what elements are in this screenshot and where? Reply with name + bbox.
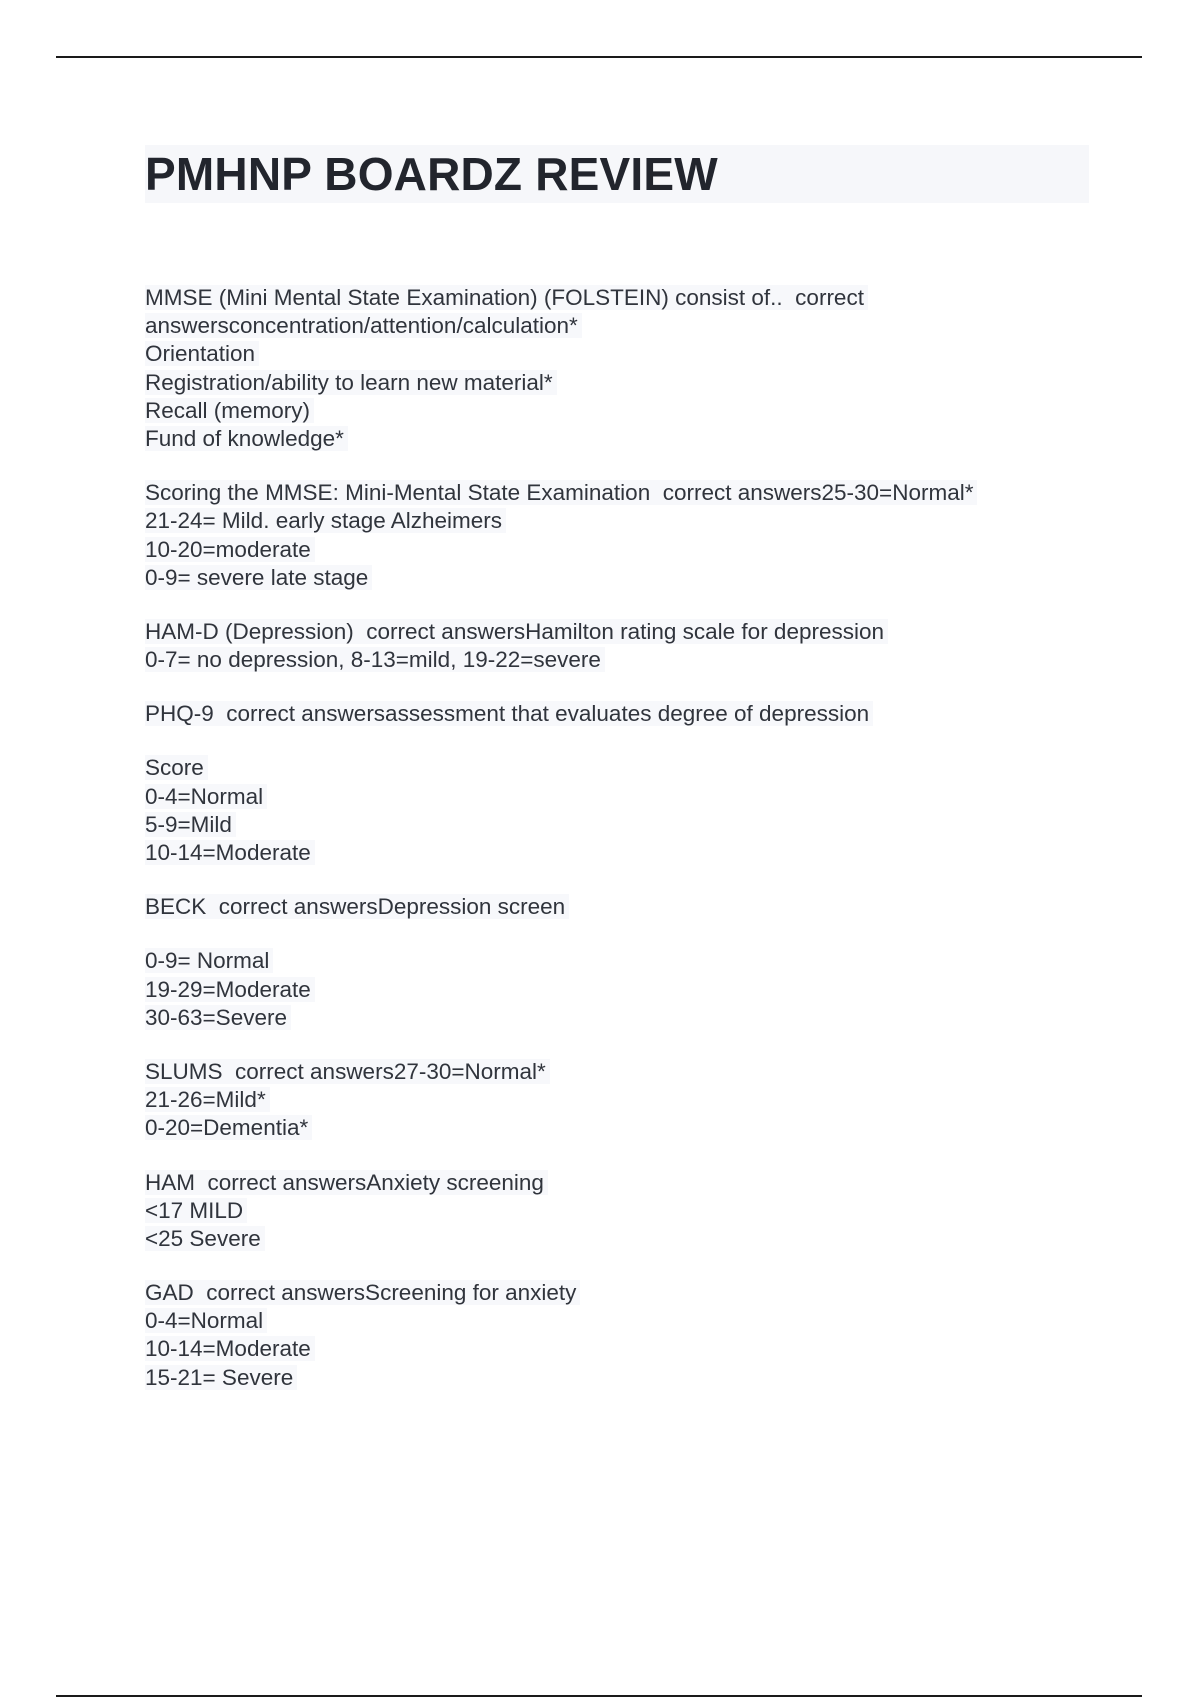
text-line: 10-20=moderate — [145, 536, 1145, 564]
text-line: 0-4=Normal — [145, 1307, 1145, 1335]
bottom-rule — [56, 1695, 1142, 1697]
document-title: PMHNP BOARDZ REVIEW — [145, 148, 718, 200]
text-line: 0-9= Normal — [145, 947, 1145, 975]
text-line: 30-63=Severe — [145, 1004, 1145, 1032]
section-mmse-scoring — [145, 479, 1145, 592]
text-line: Registration/ability to learn new material* — [145, 369, 1145, 397]
text-line: 10-14=Moderate — [145, 1335, 1145, 1363]
text-line: 10-14=Moderate — [145, 839, 1145, 867]
section-ham-d — [145, 618, 1145, 674]
text-line: 15-21= Severe — [145, 1364, 1145, 1392]
section-beck — [145, 893, 1145, 921]
text-line: HAM correct answersAnxiety screening — [145, 1169, 1145, 1197]
section-beck-score — [145, 947, 1145, 1032]
section-phq9 — [145, 700, 1145, 728]
text-line: BECK correct answersDepression screen — [145, 893, 1145, 921]
text-line: Orientation — [145, 340, 1145, 368]
text-line: Scoring the MMSE: Mini-Mental State Examination correct answers25-30=Normal* — [145, 479, 1145, 507]
text-line: 19-29=Moderate — [145, 976, 1145, 1004]
section-mmse — [145, 284, 1145, 453]
top-rule — [56, 56, 1142, 58]
text-line: 21-24= Mild. early stage Alzheimers — [145, 507, 1145, 535]
text-line: 0-7= no depression, 8-13=mild, 19-22=severe — [145, 646, 1145, 674]
text-line: Recall (memory) — [145, 397, 1145, 425]
document-body — [145, 284, 1145, 1418]
text-line: HAM-D (Depression) correct answersHamilton rating scale for depression — [145, 618, 1145, 646]
text-line: MMSE (Mini Mental State Examination) (FOLSTEIN) consist of.. correct — [145, 284, 1145, 312]
text-line: Fund of knowledge* — [145, 425, 1145, 453]
text-line: 0-20=Dementia* — [145, 1114, 1145, 1142]
section-slums — [145, 1058, 1145, 1143]
text-line: GAD correct answersScreening for anxiety — [145, 1279, 1145, 1307]
text-line: Score — [145, 754, 1145, 782]
text-line: SLUMS correct answers27-30=Normal* — [145, 1058, 1145, 1086]
text-line: 0-4=Normal — [145, 783, 1145, 811]
text-line: <17 MILD — [145, 1197, 1145, 1225]
section-phq9-score — [145, 754, 1145, 867]
text-line: PHQ-9 correct answersassessment that evaluates degree of depression — [145, 700, 1145, 728]
text-line: 5-9=Mild — [145, 811, 1145, 839]
section-ham — [145, 1169, 1145, 1254]
text-line: 21-26=Mild* — [145, 1086, 1145, 1114]
text-line: <25 Severe — [145, 1225, 1145, 1253]
text-line: 0-9= severe late stage — [145, 564, 1145, 592]
text-line: answersconcentration/attention/calculation* — [145, 312, 1145, 340]
section-gad — [145, 1279, 1145, 1392]
